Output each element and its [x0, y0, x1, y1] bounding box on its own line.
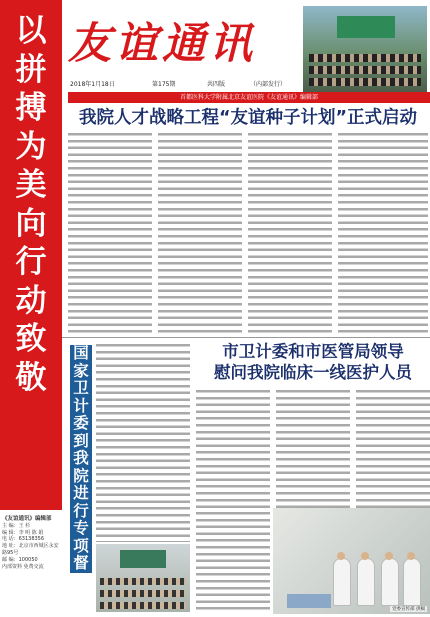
slogan-char: 拼: [15, 51, 47, 88]
photo-person: [333, 558, 351, 606]
photo-face: [385, 552, 393, 560]
editorial-line: 内部资料 免费交流: [2, 563, 44, 570]
slogan-char: 行: [15, 244, 47, 280]
slogan-char: 以: [15, 13, 47, 49]
article-column: [338, 131, 428, 335]
photo-bed: [287, 594, 331, 608]
title-char: 计: [73, 396, 89, 415]
slogan-char: 敬: [15, 359, 47, 396]
title-char: 督: [73, 554, 89, 572]
title-char: 进: [73, 484, 89, 502]
issue-date: 2018年1月18日: [70, 81, 115, 88]
title-char: 国: [73, 344, 89, 362]
photo-person: [403, 558, 421, 606]
article-column: [196, 510, 270, 613]
article-column: [248, 131, 332, 335]
visit-photo: [273, 508, 430, 614]
header-photo: [303, 6, 427, 92]
editorial-line: 主 编：王 杉: [2, 522, 31, 529]
slogan-bar: [0, 0, 62, 510]
title-char: 卫: [73, 379, 89, 397]
photo-face: [407, 552, 415, 560]
photo-screen: [120, 550, 166, 568]
editorial-line: 地 址：北京市西城区永安路95号: [2, 543, 59, 556]
editorial-title: 《友谊通讯》编辑部: [2, 516, 52, 522]
sub-article-right-headline-2: 慰问我院临床一线医护人员: [214, 363, 412, 382]
sub-article-left-body: [96, 342, 190, 542]
title-char: 委: [73, 414, 89, 432]
masthead-title: 友谊通讯: [68, 19, 256, 69]
editorial-line: 电 话：63138356: [2, 536, 45, 543]
issue-number: 第175期: [152, 81, 176, 88]
slogan-char: 搏: [15, 90, 47, 126]
title-char: 项: [73, 536, 89, 555]
editorial-info: [2, 516, 62, 570]
article-column: [68, 131, 152, 335]
photo-person: [381, 558, 399, 606]
photo-audience-row: [309, 54, 421, 62]
slogan-char: 向: [15, 205, 47, 242]
article-column: [276, 388, 350, 508]
photo-audience-row: [100, 602, 186, 609]
slogan-text: [8, 12, 54, 397]
photo-audience-row: [100, 590, 186, 597]
article-column: [356, 388, 430, 508]
section-divider: [62, 337, 430, 338]
title-char: 专: [73, 519, 89, 537]
main-article-body: [68, 131, 428, 335]
photo-screen: [337, 16, 395, 38]
sub-article-right-headline-1: 市卫计委和市医管局领导: [222, 342, 404, 361]
issue-pages: 共四版: [207, 81, 226, 88]
photo-caption: 党委宣传部 供稿: [392, 607, 425, 612]
editorial-line: 邮 编：100050: [2, 556, 38, 563]
title-char: 我: [73, 449, 89, 467]
photo-audience-row: [309, 78, 421, 86]
issue-distribution: （内部发行）: [250, 81, 287, 88]
photo-audience-row: [100, 578, 186, 585]
photo-face: [361, 552, 369, 560]
photo-person: [357, 558, 375, 606]
org-bar: 首都医科大学附属北京友谊医院《友谊通讯》编辑部: [68, 92, 430, 103]
article-column: [196, 388, 270, 508]
photo-face: [337, 552, 345, 560]
article-column: [158, 131, 242, 335]
photo-audience-row: [309, 66, 421, 74]
title-char: 家: [73, 361, 89, 380]
meeting-photo: [96, 544, 190, 612]
title-char: 行: [73, 501, 89, 520]
main-headline: 我院人才战略工程“友谊种子计划”正式启动: [78, 108, 417, 128]
editorial-line: 编 辑：李 明 陈 娟: [2, 529, 44, 536]
title-char: 到: [73, 431, 89, 450]
masthead: [68, 8, 300, 80]
slogan-char: 致: [15, 321, 47, 357]
slogan-char: 美: [15, 167, 47, 203]
slogan-char: 为: [15, 128, 47, 165]
issue-meta: [70, 80, 300, 90]
sub-article-left-title: [70, 345, 92, 573]
title-char: 院: [73, 466, 89, 485]
slogan-char: 动: [15, 282, 47, 319]
